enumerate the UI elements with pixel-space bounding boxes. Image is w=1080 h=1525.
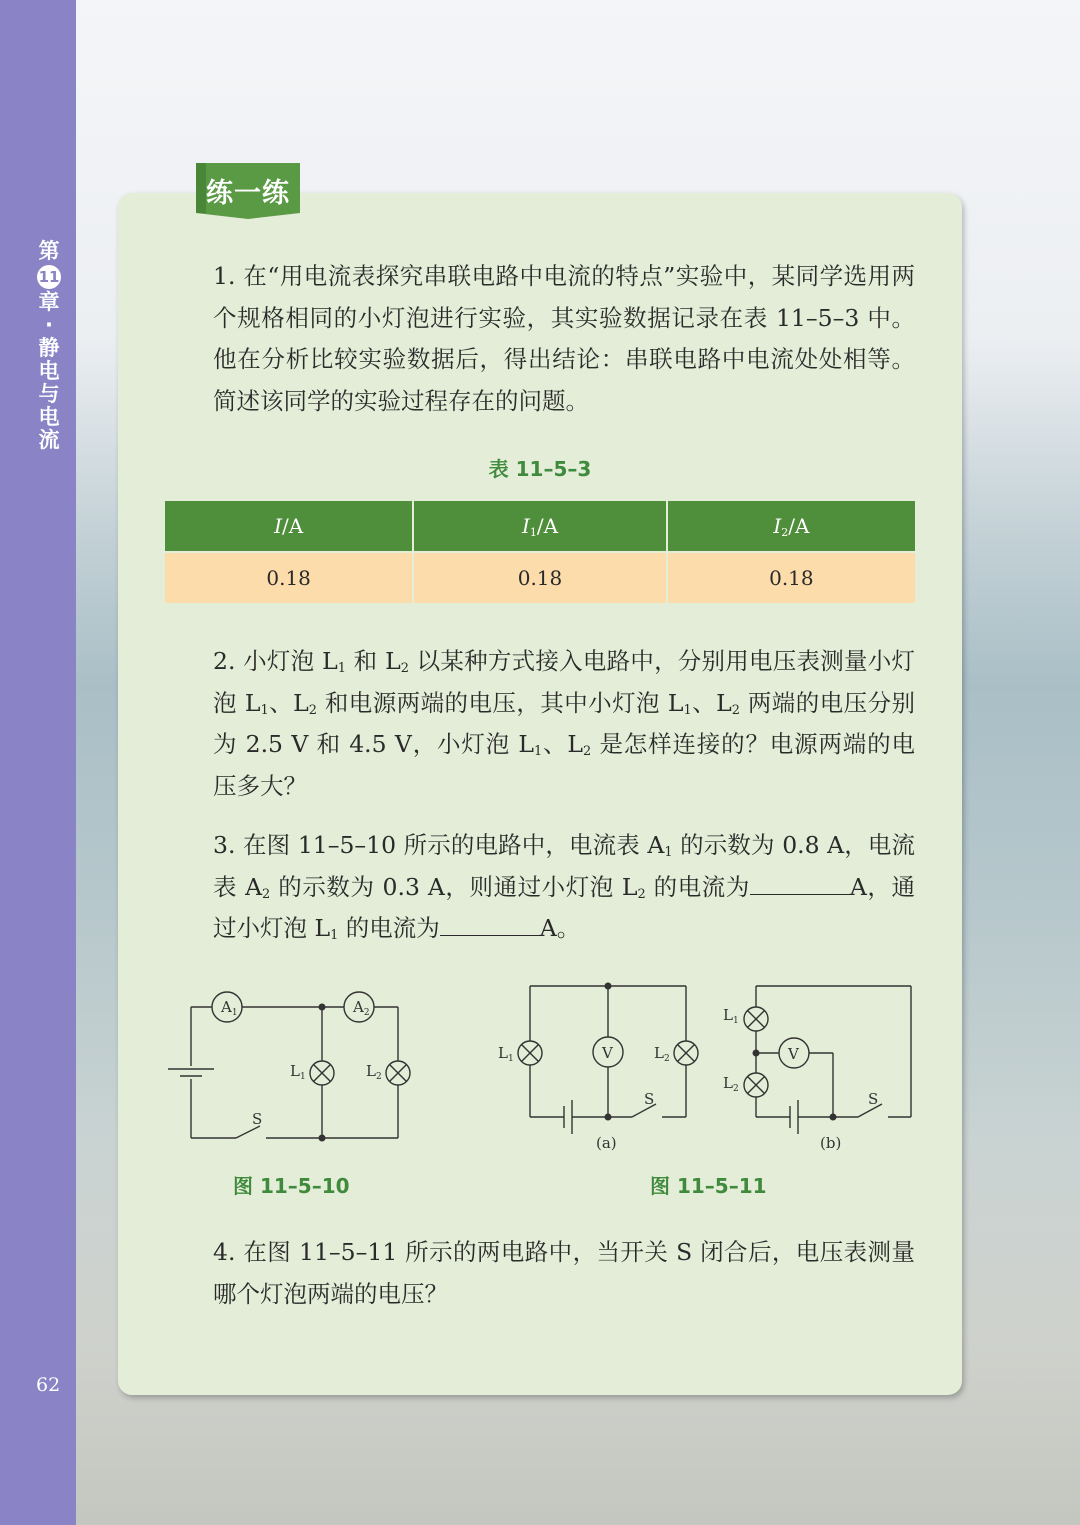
table-cell: 0.18	[413, 552, 666, 603]
question-text: 在图 11–5–11 所示的两电路中，当开关 S 闭合后，电压表测量哪个灯泡两端的电压？	[213, 1238, 915, 1308]
chapter-suffix: 章	[38, 290, 60, 314]
figure-caption: 图 11–5–10	[233, 1174, 350, 1198]
lamp-l2-label: $L_2$	[366, 1062, 382, 1082]
lamp-l2-label: $L_2$	[723, 1074, 739, 1094]
subfigure-a-label: (a)	[596, 1134, 617, 1152]
lamp-l1-icon	[310, 1061, 334, 1085]
chapter-number-badge: 11	[37, 265, 61, 289]
lamp-l2-icon	[744, 1073, 768, 1097]
question-2: 2. 小灯泡 $L_1$ 和 $L_2$ 以某种方式接入电路中，分别用电压表测量小灯泡 $L_1$、$L_2$ 和电源两端的电压，其中小灯泡 $L_1$、$L_2$ 两端的电压分别为 2.5 V 和 4.5 V，小灯泡 $L_1$、$L_2$ 是怎样连接的？电源两端的电压多大？	[213, 647, 916, 800]
figure-caption: 图 11–5–11	[650, 1174, 767, 1198]
chapter-title-char: 流	[38, 428, 60, 452]
section-tag-label: 练一练	[206, 178, 290, 209]
table-header-cell: $I_1/A$	[413, 501, 666, 552]
chapter-dot: ·	[45, 313, 53, 337]
question-number: 2.	[213, 647, 236, 675]
question-text: 在“用电流表探究串联电路中电流的特点”实验中，某同学选用两个规格相同的小灯泡进行实验，其实验数据记录在表 11–5–3 中。他在分析比较实验数据后，得出结论：串联电路中电流处处相等。简述该同学的实验过程存在的问题。	[213, 262, 915, 415]
question-number: 4.	[213, 1238, 236, 1266]
lamp-l1-label: $L_1$	[723, 1006, 739, 1026]
lamp-l2-icon	[674, 1041, 698, 1065]
ammeter-a2-label: $A_2$	[353, 998, 370, 1018]
table-cell: 0.18	[667, 552, 915, 603]
subfigure-b-label: (b)	[820, 1134, 842, 1152]
question-number: 3.	[213, 831, 236, 859]
chapter-prefix: 第	[38, 239, 60, 263]
lamp-l1-label: $L_1$	[498, 1044, 514, 1064]
question-3: 3. 在图 11–5–10 所示的电路中，电流表 $A_1$ 的示数为 0.8 A，电流表 $A_2$ 的示数为 0.3 A，则通过小灯泡 $L_2$ 的电流为 A，通过小灯泡 $L_1$ 的电流为 A。	[213, 831, 915, 944]
page-number: 62	[36, 1374, 61, 1396]
voltmeter-label: V	[788, 1045, 799, 1063]
table-cell: 0.18	[165, 552, 413, 603]
chapter-title-char: 与	[38, 382, 60, 406]
voltmeter-label: V	[602, 1044, 613, 1062]
table-header-cell: I/A	[165, 501, 413, 552]
chapter-title-char: 电	[38, 405, 60, 429]
lamp-l1-icon	[518, 1041, 542, 1065]
lamp-l2-label: $L_2$	[654, 1044, 670, 1064]
table-header-cell: $I_2/A$	[667, 501, 915, 552]
chapter-title-char: 静	[38, 336, 60, 360]
switch-label: S	[644, 1090, 655, 1108]
question-4	[165, 1232, 915, 1315]
circuit-fig-11-5-11-b	[744, 986, 911, 1134]
ammeter-a1-label: $A_1$	[221, 998, 238, 1018]
lamp-l2-icon	[386, 1061, 410, 1085]
lamp-l1-label: $L_1$	[290, 1062, 306, 1082]
question-number: 1.	[213, 262, 236, 290]
switch-label: S	[868, 1090, 879, 1108]
table-title: 表 11–5–3	[488, 457, 592, 481]
lamp-l1-icon	[744, 1007, 768, 1031]
chapter-title-char: 电	[38, 359, 60, 383]
switch-label: S	[252, 1110, 263, 1128]
